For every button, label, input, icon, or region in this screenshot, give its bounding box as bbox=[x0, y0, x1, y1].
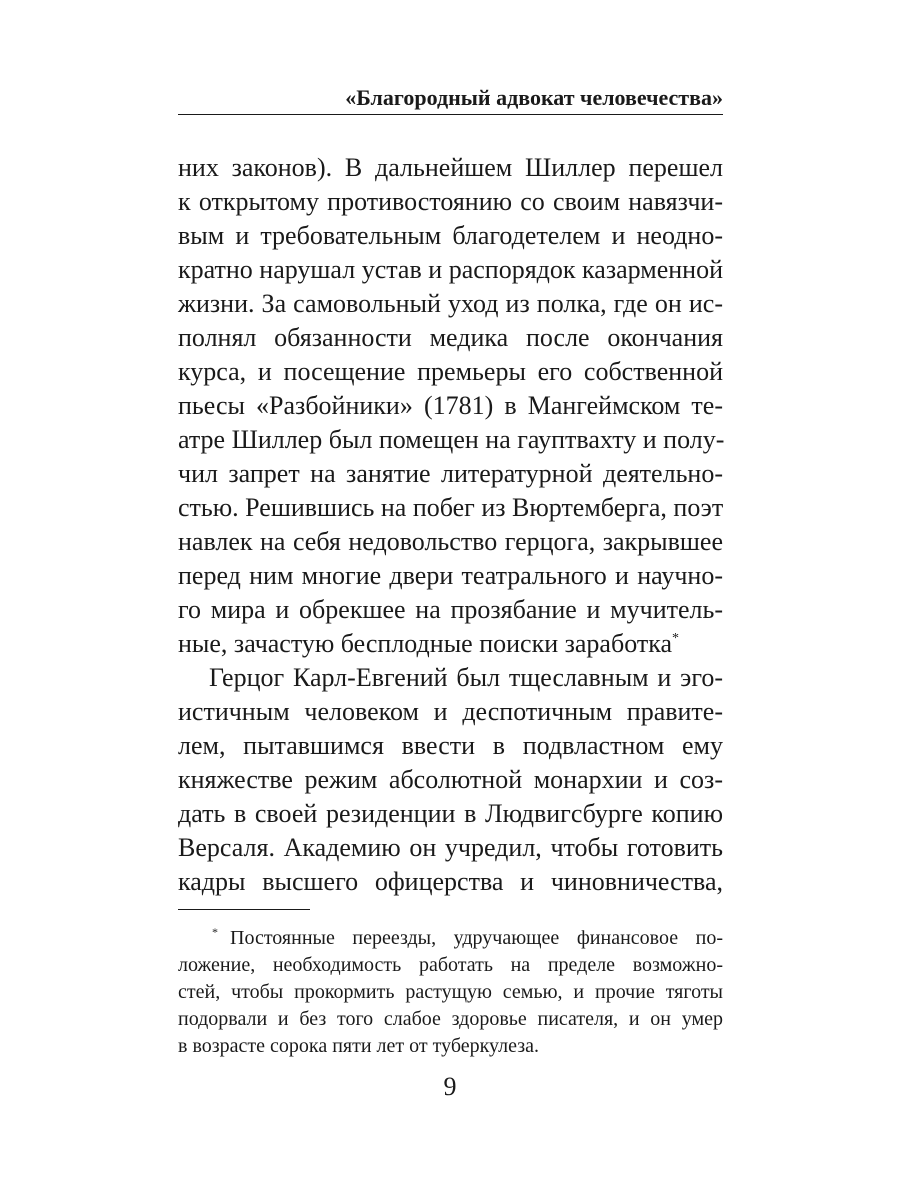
header-divider bbox=[178, 114, 723, 115]
footnote-reference[interactable]: * bbox=[672, 631, 679, 646]
footnote-line: ложение, необходимость работать на пределе возможно- bbox=[178, 954, 723, 976]
footnote-text: Постоянные переезды, удручающее финансовое по- bbox=[230, 927, 723, 949]
text-line: атре Шиллер был помещен на гауптвахту и полу- bbox=[178, 425, 725, 454]
text-line: ные, зачастую бесплодные поиски заработка bbox=[178, 629, 672, 658]
text-line: вым и требовательным благодетелем и неодно- bbox=[178, 221, 723, 250]
text-line: полнял обязанности медика после окончания bbox=[178, 323, 723, 352]
text-line: жизни. За самовольный уход из полка, где он ис- bbox=[178, 289, 723, 318]
text-line: дать в своей резиденции в Людвигсбурге копию bbox=[178, 799, 723, 828]
footnote-line: стей, чтобы прокормить растущую семью, и прочие тяготы bbox=[178, 981, 723, 1003]
footnote-line: в возрасте сорока пяти лет от туберкулеза. bbox=[178, 1035, 540, 1057]
text-line-last bbox=[178, 627, 723, 661]
text-line: княжестве режим абсолютной монархии и соз- bbox=[178, 765, 723, 794]
footnote-line: подорвали и без того слабое здоровье писателя, и он умер bbox=[178, 1008, 723, 1030]
page-number: 9 bbox=[443, 1072, 457, 1101]
text-line: лем, пытавшимся ввести в подвластном ему bbox=[178, 731, 723, 760]
running-head: «Благородный адвокат человечества» bbox=[345, 85, 723, 110]
text-line: перед ним многие двери театрального и научно- bbox=[178, 561, 723, 590]
text-line: них законов). В дальнейшем Шиллер перешел bbox=[178, 153, 723, 182]
footnote-marker: * bbox=[212, 925, 218, 939]
text-line: го мира и обрекшее на прозябание и мучитель- bbox=[178, 595, 723, 624]
text-line: навлек на себя недовольство герцога, закрывшее bbox=[178, 527, 723, 556]
text-line: к открытому противостоянию со своим навязчи- bbox=[178, 187, 723, 216]
text-line: пьесы «Разбойники» (1781) в Мангеймском те- bbox=[178, 391, 723, 420]
text-line: кратно нарушал устав и распорядок казарменной bbox=[178, 255, 723, 284]
footnote-line-first bbox=[178, 925, 723, 952]
text-line: курса, и посещение премьеры его собственной bbox=[178, 357, 723, 386]
footnote-divider bbox=[178, 909, 310, 910]
paragraph-start: Герцог Карл-Евгений был тщеславным и эго- bbox=[209, 663, 723, 692]
text-line: стью. Решившись на побег из Вюртемберга, поэт bbox=[178, 493, 724, 522]
text-line: чил запрет на занятие литературной деятельно- bbox=[178, 459, 723, 488]
text-line: Версаля. Академию он учредил, чтобы готовить bbox=[178, 833, 723, 862]
text-line: истичным человеком и деспотичным правите- bbox=[178, 697, 723, 726]
text-line: кадры высшего офицерства и чиновничества, bbox=[178, 867, 723, 896]
